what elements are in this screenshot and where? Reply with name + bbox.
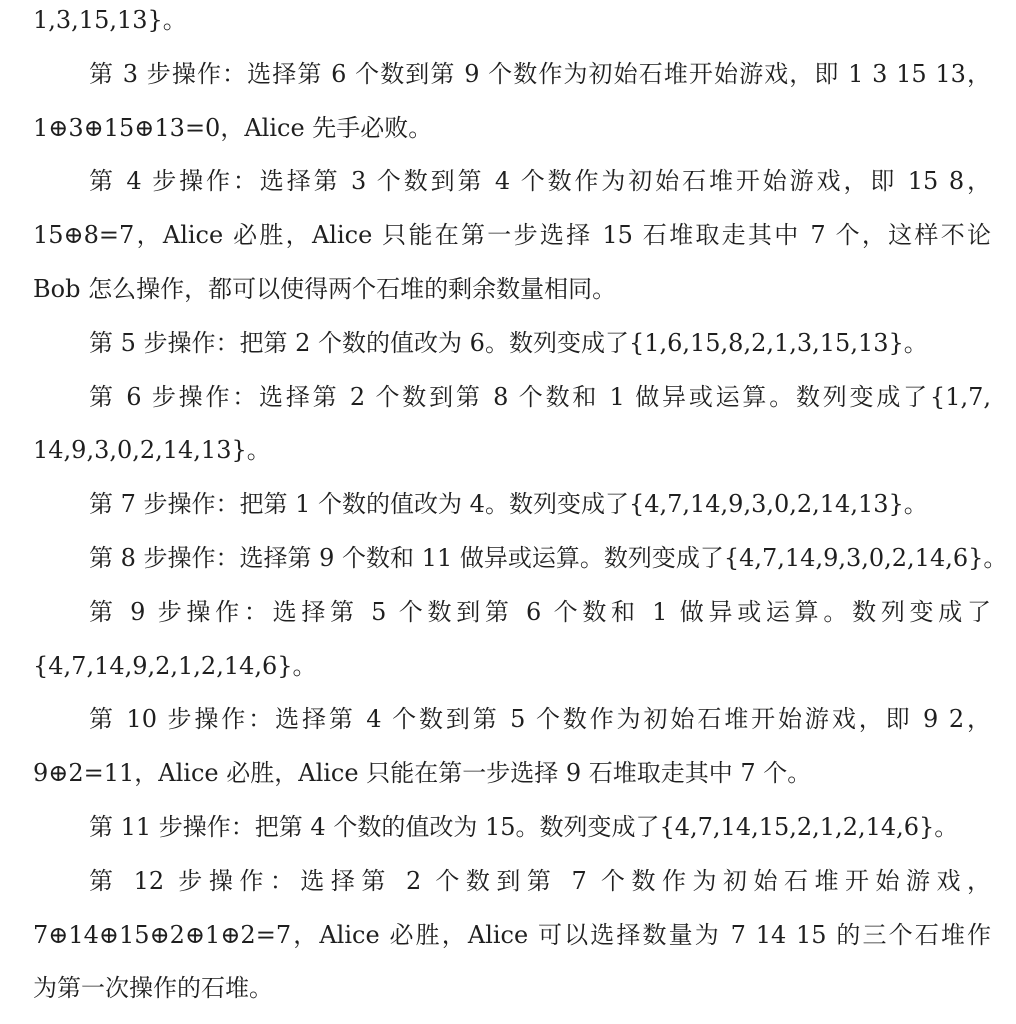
paragraph-step-6-line: 第 6 步操作：选择第 2 个数到第 8 个数和 1 做异或运算。数列变成了{1,7, (89, 382, 991, 411)
text-line: Bob 怎么操作，都可以使得两个石堆的剩余数量相同。 (33, 274, 617, 303)
text-line: {4,7,14,9,2,1,2,14,6}。 (33, 651, 317, 680)
text-line: 1⊕3⊕15⊕13=0，Alice 先手必败。 (33, 113, 433, 142)
text-line: 15⊕8=7，Alice 必胜，Alice 只能在第一步选择 15 石堆取走其中 7 个，这样不论 (33, 221, 991, 250)
paragraph-step-4-line: 第 4 步操作：选择第 3 个数到第 4 个数作为初始石堆开始游戏，即 15 8， (89, 167, 991, 196)
text-line: 14,9,3,0,2,14,13}。 (33, 436, 271, 465)
paragraph-step-10-line: 第 10 步操作：选择第 4 个数到第 5 个数作为初始石堆开始游戏，即 9 2， (89, 705, 991, 734)
text-line: 为第一次操作的石堆。 (33, 974, 273, 1003)
paragraph-step-7-line: 第 7 步操作：把第 1 个数的值改为 4。数列变成了{4,7,14,9,3,0,2,14,13}。 (89, 490, 928, 519)
paragraph-step-12-line: 第 12 步操作：选择第 2 个数到第 7 个数作为初始石堆开始游戏， (89, 866, 991, 895)
paragraph-step-3-line: 第 3 步操作：选择第 6 个数到第 9 个数作为初始石堆开始游戏，即 1 3 15 13， (89, 59, 991, 88)
paragraph-step-9-line: 第 9 步操作：选择第 5 个数到第 6 个数和 1 做异或运算。数列变成了 (89, 597, 991, 626)
text-line: 7⊕14⊕15⊕2⊕1⊕2=7，Alice 必胜，Alice 可以选择数量为 7 14 15 的三个石堆作 (33, 920, 991, 949)
paragraph-step-8-line: 第 8 步操作：选择第 9 个数和 11 做异或运算。数列变成了{4,7,14,9,3,0,2,14,6}。 (89, 543, 1008, 572)
document-body (33, 0, 1008, 1016)
text-line: 9⊕2=11，Alice 必胜，Alice 只能在第一步选择 9 石堆取走其中 7 个。 (33, 759, 812, 788)
paragraph-step-11-line: 第 11 步操作：把第 4 个数的值改为 15。数列变成了{4,7,14,15,2,1,2,14,6}。 (89, 812, 959, 841)
paragraph-step-5-line: 第 5 步操作：把第 2 个数的值改为 6。数列变成了{1,6,15,8,2,1,3,15,13}。 (89, 328, 928, 357)
text-line: 1,3,15,13}。 (33, 6, 187, 34)
